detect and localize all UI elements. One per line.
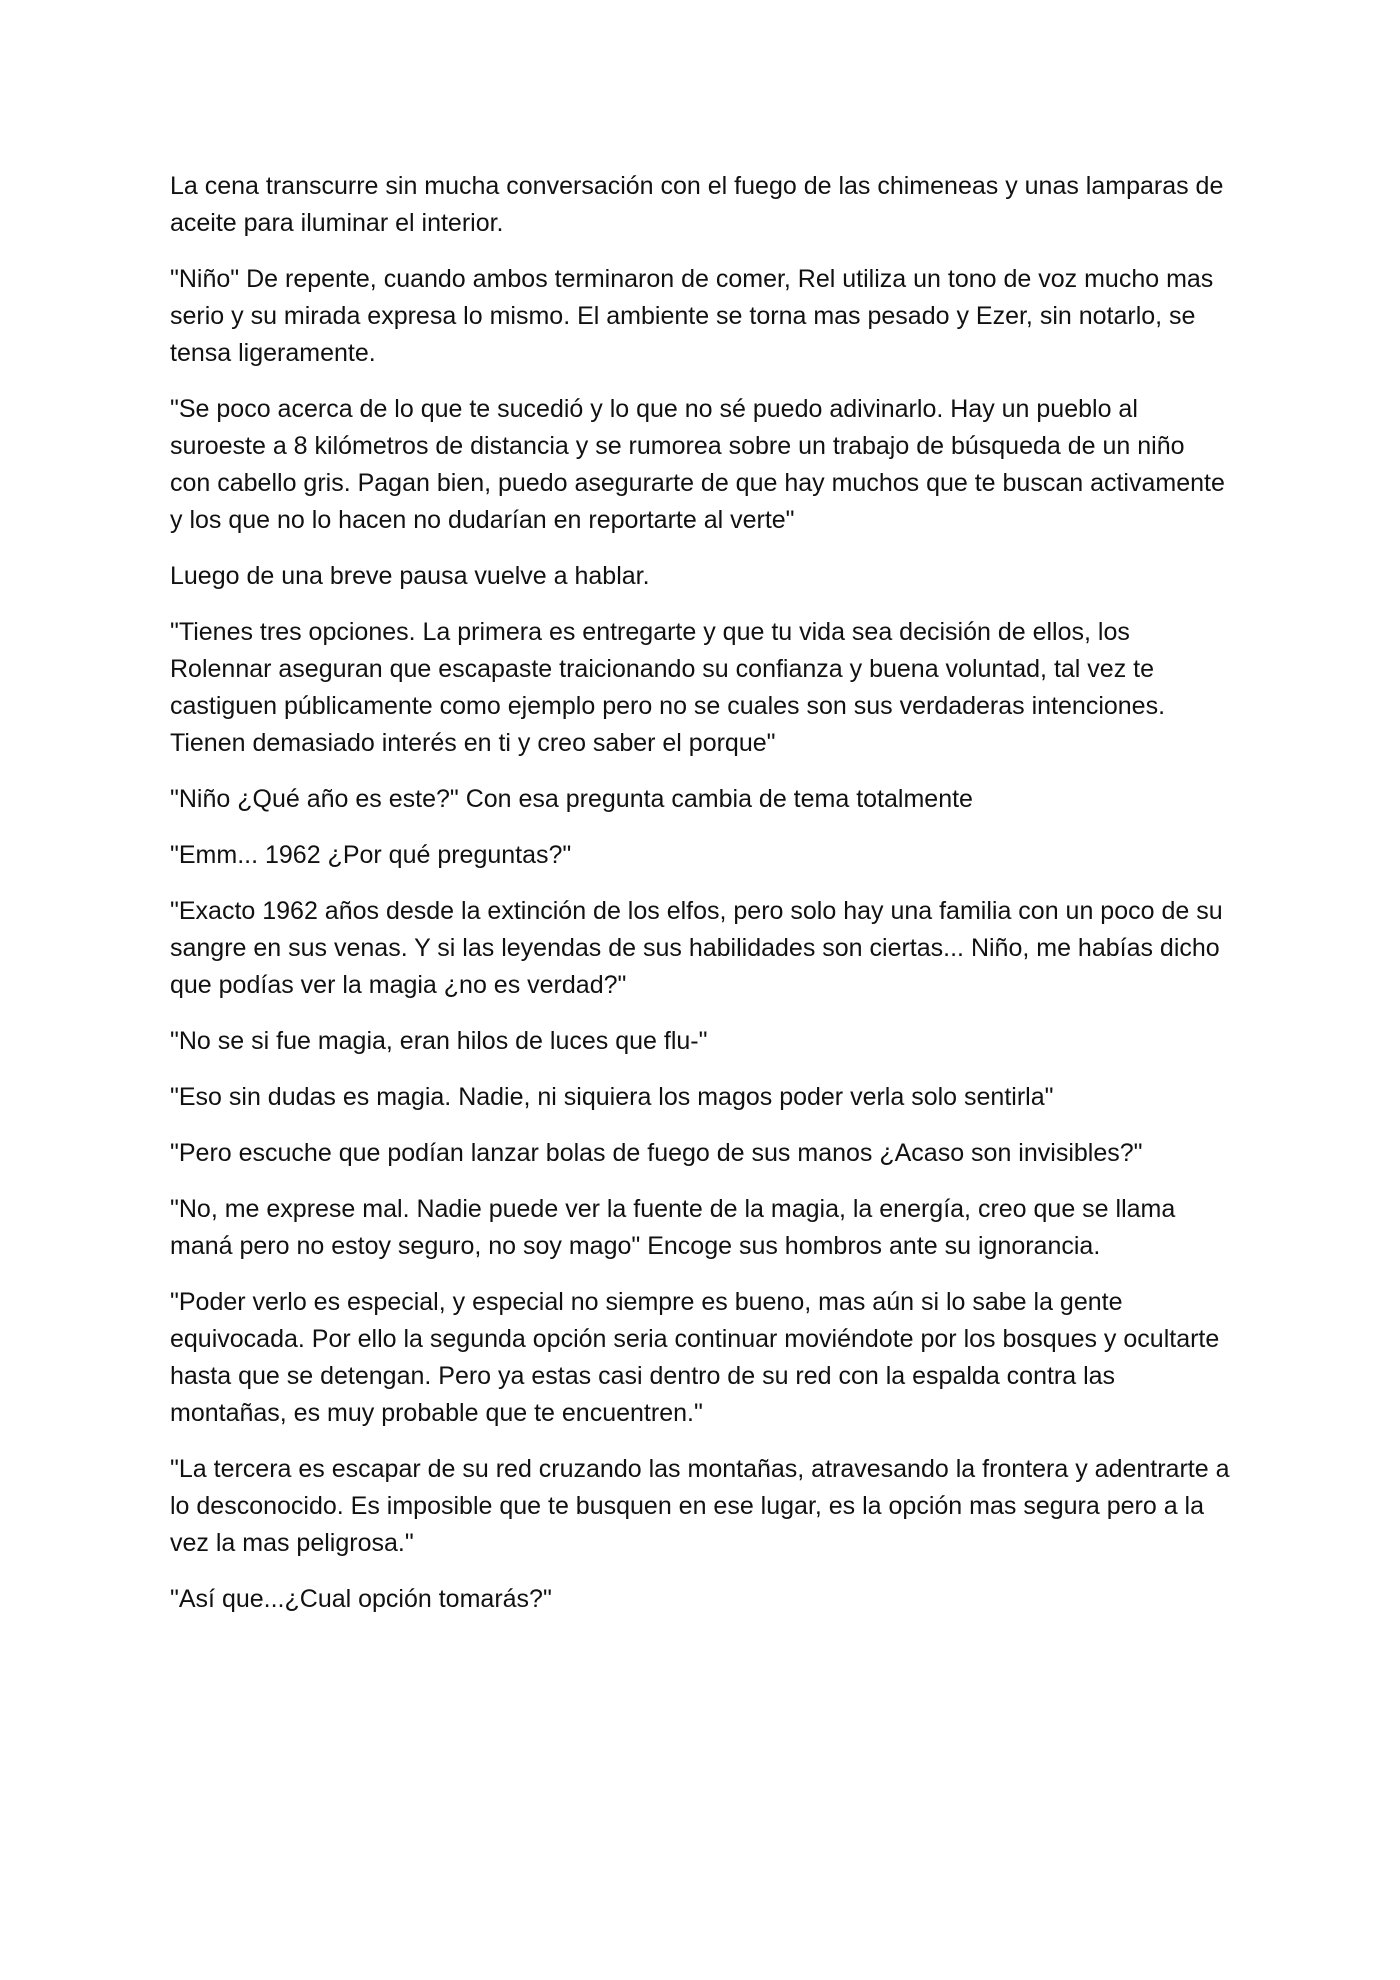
paragraph-7: "Emm... 1962 ¿Por qué preguntas?" [170, 841, 572, 869]
paragraph-12: "No, me exprese mal. Nadie puede ver la fuente de la magia, la energía, creo que se llama maná pero no estoy seguro, no soy mago" Encoge sus hombros ante su ignorancia. [170, 1195, 1176, 1260]
paragraph-3: "Se poco acerca de lo que te sucedió y lo que no sé puedo adivinarlo. Hay un pueblo al suroeste a 8 kilómetros de distancia y se rumorea sobre un trabajo de búsqueda de un niño con cabello gris. Pagan bien, puedo asegurarte de que hay muchos que te buscan activamente y los que no lo hacen no dudarían en reportarte al verte" [170, 395, 1225, 534]
paragraph-6: "Niño ¿Qué año es este?" Con esa pregunta cambia de tema totalmente [170, 785, 973, 813]
paragraph-13: "Poder verlo es especial, y especial no siempre es bueno, mas aún si lo sabe la gente equivocada. Por ello la segunda opción seria continuar moviéndote por los bosques y ocultarte hasta que se detengan. Pero ya estas casi dentro de su red con la espalda contra las montañas, es muy probable que te encuentren." [170, 1288, 1220, 1427]
paragraph-2: "Niño" De repente, cuando ambos terminaron de comer, Rel utiliza un tono de voz mucho mas serio y su mirada expresa lo mismo. El ambiente se torna mas pesado y Ezer, sin notarlo, se tensa ligeramente. [170, 265, 1214, 367]
paragraph-8: "Exacto 1962 años desde la extinción de los elfos, pero solo hay una familia con un poco de su sangre en sus venas. Y si las leyendas de sus habilidades son ciertas... Niño, me habías dicho que podías ver la magia ¿no es verdad?" [170, 897, 1223, 999]
paragraph-1: La cena transcurre sin mucha conversación con el fuego de las chimeneas y unas lamparas de aceite para iluminar el interior. [170, 172, 1224, 237]
paragraph-9: "No se si fue magia, eran hilos de luces que flu-" [170, 1027, 708, 1055]
paragraph-14: "La tercera es escapar de su red cruzando las montañas, atravesando la frontera y adentrarte a lo desconocido. Es imposible que te busquen en ese lugar, es la opción mas segura pero a la vez la mas peligrosa." [170, 1455, 1230, 1557]
paragraph-15: "Así que...¿Cual opción tomarás?" [170, 1585, 552, 1613]
paragraph-5: "Tienes tres opciones. La primera es entregarte y que tu vida sea decisión de ellos, los Rolennar aseguran que escapaste traicionando su confianza y buena voluntad, tal vez te castiguen públicamente como ejemplo pero no se cuales son sus verdaderas intenciones. Tienen demasiado interés en ti y creo saber el porque" [170, 618, 1166, 757]
paragraph-11: "Pero escuche que podían lanzar bolas de fuego de sus manos ¿Acaso son invisibles?" [170, 1139, 1143, 1167]
document-body [170, 168, 1230, 1637]
paragraph-4: Luego de una breve pausa vuelve a hablar. [170, 562, 650, 590]
paragraph-10: "Eso sin dudas es magia. Nadie, ni siquiera los magos poder verla solo sentirla" [170, 1083, 1054, 1111]
